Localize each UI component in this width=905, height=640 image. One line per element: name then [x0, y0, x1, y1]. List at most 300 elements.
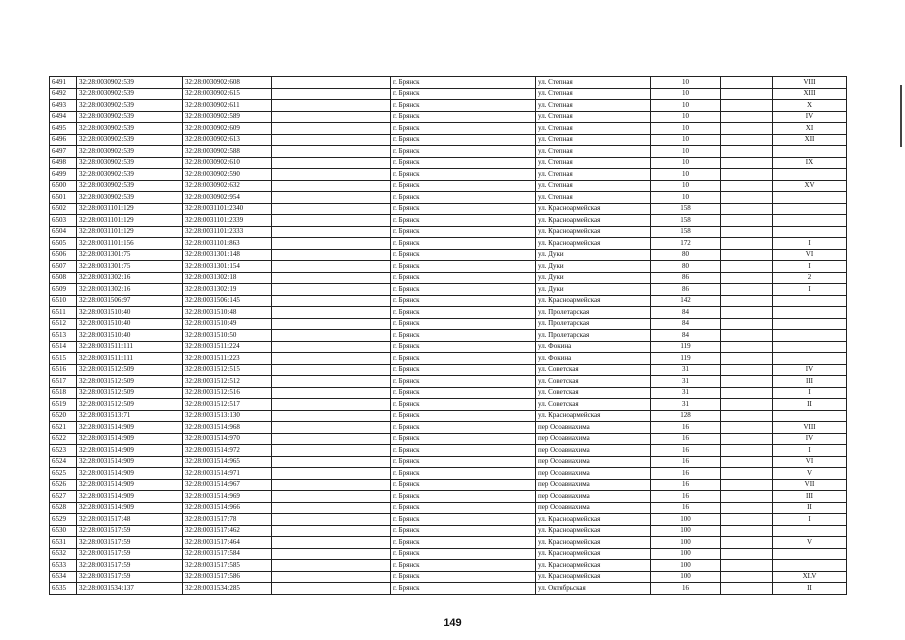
cadastral-number-cell: 32:28:0030902:615 [183, 88, 272, 100]
cadastral-number-cell: 32:28:0031506:145 [183, 295, 272, 307]
table-row [50, 514, 847, 526]
house-number-cell: 10 [651, 157, 721, 169]
street-cell: пер Осоавиахима [536, 468, 651, 480]
cadastral-number-cell: 32:28:0031101:2339 [183, 215, 272, 227]
cadastral-number-cell: 32:28:0031514:968 [183, 422, 272, 434]
premises-number-cell: XI [773, 123, 847, 135]
premises-number-cell: VII [773, 479, 847, 491]
table-row [50, 479, 847, 491]
cadastral-number-cell: 32:28:0031514:972 [183, 445, 272, 457]
house-number-cell: 31 [651, 376, 721, 388]
cadastral-number-cell: 32:28:0031101:2333 [183, 226, 272, 238]
cadastral-number-cell: 32:28:0031534:285 [183, 583, 272, 595]
street-cell: ул. Фокина [536, 341, 651, 353]
street-cell: ул. Красноармейская [536, 238, 651, 250]
blank-column-2-cell [721, 180, 773, 192]
blank-column-cell [272, 249, 391, 261]
parent-cadastral-number-cell: 32:28:0031302:16 [77, 272, 183, 284]
premises-number-cell: XIII [773, 88, 847, 100]
street-cell: ул. Степная [536, 77, 651, 89]
blank-column-cell [272, 341, 391, 353]
house-number-cell: 10 [651, 88, 721, 100]
blank-column-2-cell [721, 157, 773, 169]
blank-column-2-cell [721, 364, 773, 376]
city-cell: г. Брянск [391, 157, 536, 169]
row-number-cell: 6527 [50, 491, 77, 503]
house-number-cell: 10 [651, 169, 721, 181]
premises-number-cell [773, 295, 847, 307]
blank-column-cell [272, 157, 391, 169]
blank-column-cell [272, 330, 391, 342]
city-cell: г. Брянск [391, 123, 536, 135]
city-cell: г. Брянск [391, 537, 536, 549]
blank-column-2-cell [721, 514, 773, 526]
table-row [50, 192, 847, 204]
city-cell: г. Брянск [391, 284, 536, 296]
blank-column-cell [272, 307, 391, 319]
premises-number-cell: II [773, 399, 847, 411]
city-cell: г. Брянск [391, 134, 536, 146]
street-cell: ул. Фокина [536, 353, 651, 365]
table-row [50, 77, 847, 89]
blank-column-cell [272, 445, 391, 457]
house-number-cell: 119 [651, 341, 721, 353]
table-row [50, 422, 847, 434]
blank-column-cell [272, 571, 391, 583]
premises-number-cell [773, 318, 847, 330]
blank-column-2-cell [721, 410, 773, 422]
premises-number-cell: VIII [773, 77, 847, 89]
city-cell: г. Брянск [391, 203, 536, 215]
table-row [50, 203, 847, 215]
blank-column-cell [272, 491, 391, 503]
blank-column-2-cell [721, 111, 773, 123]
row-number-cell: 6531 [50, 537, 77, 549]
parent-cadastral-number-cell: 32:28:0030902:539 [77, 111, 183, 123]
parent-cadastral-number-cell: 32:28:0031512:509 [77, 364, 183, 376]
cadastral-number-cell: 32:28:0031517:586 [183, 571, 272, 583]
city-cell: г. Брянск [391, 410, 536, 422]
blank-column-cell [272, 318, 391, 330]
blank-column-2-cell [721, 215, 773, 227]
blank-column-cell [272, 537, 391, 549]
blank-column-2-cell [721, 146, 773, 158]
blank-column-2-cell [721, 226, 773, 238]
city-cell: г. Брянск [391, 169, 536, 181]
premises-number-cell: XV [773, 180, 847, 192]
street-cell: ул. Советская [536, 399, 651, 411]
city-cell: г. Брянск [391, 571, 536, 583]
parent-cadastral-number-cell: 32:28:0031101:129 [77, 203, 183, 215]
blank-column-cell [272, 468, 391, 480]
city-cell: г. Брянск [391, 88, 536, 100]
premises-number-cell: I [773, 238, 847, 250]
cadastral-number-cell: 32:28:0030902:590 [183, 169, 272, 181]
city-cell: г. Брянск [391, 583, 536, 595]
row-number-cell: 6510 [50, 295, 77, 307]
house-number-cell: 158 [651, 215, 721, 227]
premises-number-cell [773, 560, 847, 572]
blank-column-2-cell [721, 445, 773, 457]
premises-number-cell [773, 341, 847, 353]
table-row [50, 226, 847, 238]
cadastral-number-cell: 32:28:0030902:609 [183, 123, 272, 135]
parent-cadastral-number-cell: 32:28:0030902:539 [77, 88, 183, 100]
house-number-cell: 16 [651, 422, 721, 434]
house-number-cell: 100 [651, 525, 721, 537]
city-cell: г. Брянск [391, 295, 536, 307]
street-cell: ул. Советская [536, 387, 651, 399]
row-number-cell: 6524 [50, 456, 77, 468]
house-number-cell: 158 [651, 226, 721, 238]
premises-number-cell: V [773, 468, 847, 480]
street-cell: ул. Красноармейская [536, 514, 651, 526]
cadastral-number-cell: 32:28:0031101:863 [183, 238, 272, 250]
blank-column-cell [272, 560, 391, 572]
cadastral-number-cell: 32:28:0031513:130 [183, 410, 272, 422]
table-row [50, 410, 847, 422]
parent-cadastral-number-cell: 32:28:0031101:156 [77, 238, 183, 250]
premises-number-cell: VI [773, 249, 847, 261]
row-number-cell: 6517 [50, 376, 77, 388]
parent-cadastral-number-cell: 32:28:0031517:48 [77, 514, 183, 526]
row-number-cell: 6502 [50, 203, 77, 215]
row-number-cell: 6518 [50, 387, 77, 399]
blank-column-2-cell [721, 491, 773, 503]
blank-column-2-cell [721, 169, 773, 181]
blank-column-2-cell [721, 341, 773, 353]
cadastral-number-cell: 32:28:0031517:464 [183, 537, 272, 549]
city-cell: г. Брянск [391, 318, 536, 330]
row-number-cell: 6516 [50, 364, 77, 376]
blank-column-cell [272, 410, 391, 422]
cadastral-number-cell: 32:28:0031511:223 [183, 353, 272, 365]
city-cell: г. Брянск [391, 307, 536, 319]
city-cell: г. Брянск [391, 238, 536, 250]
cadastral-number-cell: 32:28:0031514:969 [183, 491, 272, 503]
blank-column-cell [272, 88, 391, 100]
city-cell: г. Брянск [391, 525, 536, 537]
city-cell: г. Брянск [391, 468, 536, 480]
row-number-cell: 6528 [50, 502, 77, 514]
city-cell: г. Брянск [391, 77, 536, 89]
house-number-cell: 100 [651, 514, 721, 526]
scan-edge-mark [900, 85, 902, 147]
table-row [50, 456, 847, 468]
table-row [50, 525, 847, 537]
blank-column-cell [272, 272, 391, 284]
cadastral-number-cell: 32:28:0031510:48 [183, 307, 272, 319]
house-number-cell: 16 [651, 468, 721, 480]
row-number-cell: 6511 [50, 307, 77, 319]
blank-column-2-cell [721, 468, 773, 480]
parent-cadastral-number-cell: 32:28:0031517:59 [77, 548, 183, 560]
premises-number-cell: I [773, 445, 847, 457]
row-number-cell: 6529 [50, 514, 77, 526]
row-number-cell: 6493 [50, 100, 77, 112]
row-number-cell: 6513 [50, 330, 77, 342]
house-number-cell: 158 [651, 203, 721, 215]
blank-column-2-cell [721, 548, 773, 560]
house-number-cell: 16 [651, 491, 721, 503]
blank-column-2-cell [721, 560, 773, 572]
cadastral-number-cell: 32:28:0031517:585 [183, 560, 272, 572]
street-cell: ул. Дуки [536, 284, 651, 296]
page-number: 149 [443, 617, 462, 629]
house-number-cell: 84 [651, 318, 721, 330]
city-cell: г. Брянск [391, 376, 536, 388]
table-row [50, 238, 847, 250]
row-number-cell: 6533 [50, 560, 77, 572]
street-cell: ул. Красноармейская [536, 560, 651, 572]
city-cell: г. Брянск [391, 514, 536, 526]
street-cell: пер Осоавиахима [536, 491, 651, 503]
blank-column-2-cell [721, 479, 773, 491]
street-cell: ул. Пролетарская [536, 307, 651, 319]
parent-cadastral-number-cell: 32:28:0031517:59 [77, 537, 183, 549]
table-row [50, 284, 847, 296]
blank-column-cell [272, 111, 391, 123]
blank-column-cell [272, 215, 391, 227]
street-cell: ул. Степная [536, 123, 651, 135]
cadastral-number-cell: 32:28:0031514:970 [183, 433, 272, 445]
premises-number-cell: II [773, 502, 847, 514]
blank-column-cell [272, 399, 391, 411]
house-number-cell: 10 [651, 192, 721, 204]
row-number-cell: 6512 [50, 318, 77, 330]
house-number-cell: 142 [651, 295, 721, 307]
city-cell: г. Брянск [391, 456, 536, 468]
parent-cadastral-number-cell: 32:28:0031517:59 [77, 560, 183, 572]
blank-column-2-cell [721, 134, 773, 146]
table-row [50, 399, 847, 411]
street-cell: ул. Степная [536, 169, 651, 181]
city-cell: г. Брянск [391, 560, 536, 572]
house-number-cell: 10 [651, 146, 721, 158]
house-number-cell: 16 [651, 456, 721, 468]
parent-cadastral-number-cell: 32:28:0030902:539 [77, 100, 183, 112]
house-number-cell: 100 [651, 571, 721, 583]
parent-cadastral-number-cell: 32:28:0031101:129 [77, 215, 183, 227]
blank-column-cell [272, 77, 391, 89]
cadastral-number-cell: 32:28:0031514:967 [183, 479, 272, 491]
row-number-cell: 6520 [50, 410, 77, 422]
blank-column-cell [272, 583, 391, 595]
blank-column-cell [272, 456, 391, 468]
house-number-cell: 16 [651, 433, 721, 445]
house-number-cell: 100 [651, 548, 721, 560]
cadastral-number-cell: 32:28:0031514:965 [183, 456, 272, 468]
table-row [50, 583, 847, 595]
house-number-cell: 80 [651, 261, 721, 273]
city-cell: г. Брянск [391, 502, 536, 514]
house-number-cell: 10 [651, 134, 721, 146]
cadastral-number-cell: 32:28:0030902:589 [183, 111, 272, 123]
blank-column-cell [272, 376, 391, 388]
row-number-cell: 6496 [50, 134, 77, 146]
city-cell: г. Брянск [391, 261, 536, 273]
blank-column-2-cell [721, 330, 773, 342]
street-cell: пер Осоавиахима [536, 422, 651, 434]
table-row [50, 537, 847, 549]
house-number-cell: 119 [651, 353, 721, 365]
premises-number-cell: IV [773, 364, 847, 376]
blank-column-2-cell [721, 353, 773, 365]
street-cell: ул. Пролетарская [536, 330, 651, 342]
premises-number-cell [773, 410, 847, 422]
city-cell: г. Брянск [391, 445, 536, 457]
premises-number-cell [773, 525, 847, 537]
cadastral-number-cell: 32:28:0031517:584 [183, 548, 272, 560]
parent-cadastral-number-cell: 32:28:0031511:111 [77, 353, 183, 365]
parent-cadastral-number-cell: 32:28:0031514:909 [77, 502, 183, 514]
blank-column-2-cell [721, 537, 773, 549]
table-row [50, 560, 847, 572]
premises-number-cell: I [773, 514, 847, 526]
parent-cadastral-number-cell: 32:28:0031514:909 [77, 479, 183, 491]
parent-cadastral-number-cell: 32:28:0031510:40 [77, 307, 183, 319]
blank-column-cell [272, 433, 391, 445]
street-cell: пер Осоавиахима [536, 502, 651, 514]
row-number-cell: 6507 [50, 261, 77, 273]
cadastral-number-cell: 32:28:0030902:632 [183, 180, 272, 192]
blank-column-2-cell [721, 249, 773, 261]
row-number-cell: 6523 [50, 445, 77, 457]
property-register-table [49, 76, 847, 595]
premises-number-cell: IV [773, 111, 847, 123]
house-number-cell: 100 [651, 537, 721, 549]
blank-column-cell [272, 192, 391, 204]
premises-number-cell: XII [773, 134, 847, 146]
blank-column-2-cell [721, 571, 773, 583]
parent-cadastral-number-cell: 32:28:0030902:539 [77, 180, 183, 192]
parent-cadastral-number-cell: 32:28:0030902:539 [77, 123, 183, 135]
house-number-cell: 10 [651, 77, 721, 89]
street-cell: ул. Степная [536, 134, 651, 146]
premises-number-cell [773, 169, 847, 181]
street-cell: ул. Степная [536, 100, 651, 112]
cadastral-number-cell: 32:28:0031512:516 [183, 387, 272, 399]
blank-column-cell [272, 123, 391, 135]
blank-column-cell [272, 134, 391, 146]
street-cell: ул. Дуки [536, 261, 651, 273]
row-number-cell: 6505 [50, 238, 77, 250]
row-number-cell: 6491 [50, 77, 77, 89]
parent-cadastral-number-cell: 32:28:0031512:509 [77, 376, 183, 388]
table-body [50, 77, 847, 595]
blank-column-2-cell [721, 192, 773, 204]
premises-number-cell: I [773, 284, 847, 296]
street-cell: ул. Степная [536, 88, 651, 100]
blank-column-2-cell [721, 583, 773, 595]
row-number-cell: 6492 [50, 88, 77, 100]
blank-column-cell [272, 502, 391, 514]
parent-cadastral-number-cell: 32:28:0030902:539 [77, 77, 183, 89]
table-row [50, 548, 847, 560]
blank-column-2-cell [721, 123, 773, 135]
row-number-cell: 6508 [50, 272, 77, 284]
house-number-cell: 16 [651, 445, 721, 457]
parent-cadastral-number-cell: 32:28:0031511:111 [77, 341, 183, 353]
premises-number-cell: IX [773, 157, 847, 169]
table-row [50, 169, 847, 181]
cadastral-number-cell: 32:28:0031514:971 [183, 468, 272, 480]
house-number-cell: 16 [651, 502, 721, 514]
premises-number-cell: III [773, 376, 847, 388]
parent-cadastral-number-cell: 32:28:0031517:59 [77, 571, 183, 583]
premises-number-cell [773, 192, 847, 204]
premises-number-cell: 2 [773, 272, 847, 284]
premises-number-cell: II [773, 583, 847, 595]
row-number-cell: 6519 [50, 399, 77, 411]
street-cell: ул. Степная [536, 146, 651, 158]
city-cell: г. Брянск [391, 387, 536, 399]
blank-column-cell [272, 238, 391, 250]
row-number-cell: 6497 [50, 146, 77, 158]
table-row [50, 215, 847, 227]
city-cell: г. Брянск [391, 192, 536, 204]
row-number-cell: 6503 [50, 215, 77, 227]
table-row [50, 364, 847, 376]
street-cell: ул. Степная [536, 157, 651, 169]
cadastral-number-cell: 32:28:0030902:613 [183, 134, 272, 146]
blank-column-cell [272, 353, 391, 365]
blank-column-2-cell [721, 77, 773, 89]
row-number-cell: 6500 [50, 180, 77, 192]
premises-number-cell: XLV [773, 571, 847, 583]
street-cell: ул. Красноармейская [536, 226, 651, 238]
city-cell: г. Брянск [391, 111, 536, 123]
row-number-cell: 6498 [50, 157, 77, 169]
blank-column-2-cell [721, 433, 773, 445]
street-cell: ул. Красноармейская [536, 525, 651, 537]
table-row [50, 433, 847, 445]
house-number-cell: 10 [651, 100, 721, 112]
house-number-cell: 16 [651, 479, 721, 491]
table-row [50, 249, 847, 261]
blank-column-cell [272, 525, 391, 537]
row-number-cell: 6521 [50, 422, 77, 434]
premises-number-cell: VIII [773, 422, 847, 434]
house-number-cell: 10 [651, 123, 721, 135]
cadastral-number-cell: 32:28:0031514:966 [183, 502, 272, 514]
cadastral-number-cell: 32:28:0031512:517 [183, 399, 272, 411]
street-cell: ул. Красноармейская [536, 410, 651, 422]
street-cell: ул. Советская [536, 376, 651, 388]
parent-cadastral-number-cell: 32:28:0030902:539 [77, 192, 183, 204]
table-row [50, 100, 847, 112]
house-number-cell: 172 [651, 238, 721, 250]
house-number-cell: 31 [651, 364, 721, 376]
table-row [50, 123, 847, 135]
city-cell: г. Брянск [391, 215, 536, 227]
blank-column-2-cell [721, 387, 773, 399]
parent-cadastral-number-cell: 32:28:0031514:909 [77, 456, 183, 468]
blank-column-2-cell [721, 203, 773, 215]
street-cell: ул. Дуки [536, 249, 651, 261]
cadastral-number-cell: 32:28:0031510:49 [183, 318, 272, 330]
row-number-cell: 6504 [50, 226, 77, 238]
parent-cadastral-number-cell: 32:28:0031301:75 [77, 249, 183, 261]
street-cell: ул. Красноармейская [536, 215, 651, 227]
parent-cadastral-number-cell: 32:28:0031514:909 [77, 491, 183, 503]
parent-cadastral-number-cell: 32:28:0031513:71 [77, 410, 183, 422]
house-number-cell: 86 [651, 284, 721, 296]
table-row [50, 387, 847, 399]
parent-cadastral-number-cell: 32:28:0031101:129 [77, 226, 183, 238]
premises-number-cell [773, 226, 847, 238]
cadastral-number-cell: 32:28:0031302:19 [183, 284, 272, 296]
